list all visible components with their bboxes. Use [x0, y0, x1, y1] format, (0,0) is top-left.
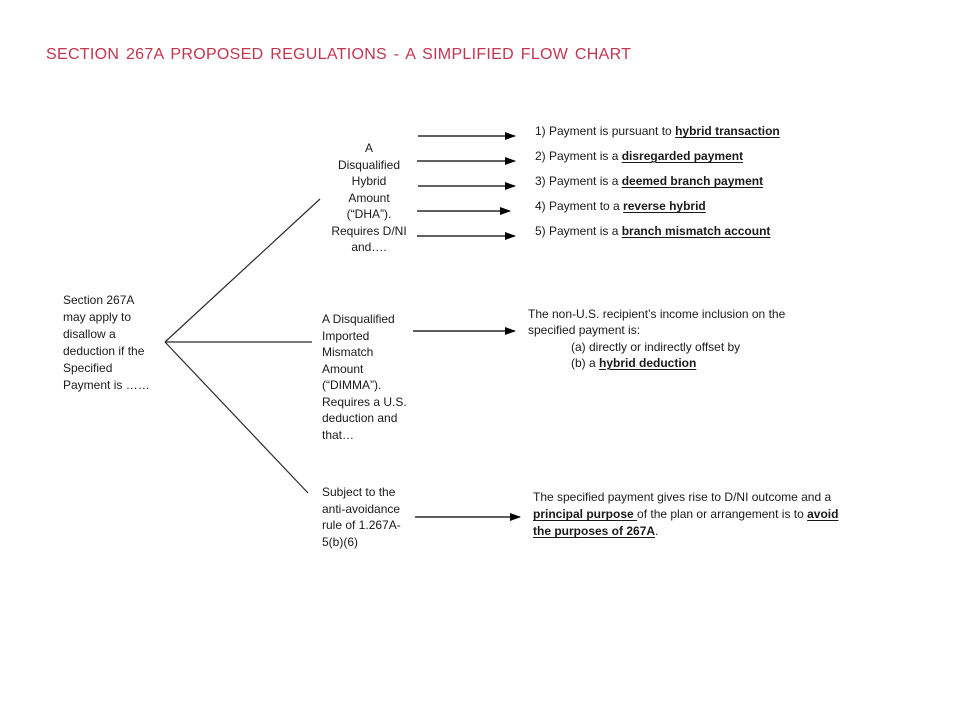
node-line: A — [364, 141, 373, 155]
node-line: deduction and — [322, 411, 398, 425]
dha-outcome-3 — [535, 174, 780, 199]
outcome-emphasis: avoid — [807, 507, 839, 521]
node-line: Amount — [348, 190, 390, 205]
node-line: (“DHA”). — [346, 207, 392, 221]
node-line: disallow a — [63, 327, 116, 341]
node-line: Requires a U.S. — [322, 394, 407, 409]
outcome-emphasis: principal purpose — [533, 507, 638, 521]
node-line: Disqualified — [337, 157, 401, 172]
dha-node — [325, 140, 413, 256]
node-line: Payment is …… — [63, 378, 150, 392]
outcome-text: of the plan or arrangement is to — [637, 507, 808, 521]
node-line: may apply to — [63, 310, 132, 324]
anti-avoidance-node — [322, 484, 401, 550]
outcome-emphasis: deemed branch payment — [621, 174, 764, 188]
node-line: Imported — [322, 328, 370, 343]
node-line: A Disqualified — [322, 312, 395, 326]
node-line: 5(b)(6) — [322, 534, 359, 549]
root-node — [63, 292, 150, 394]
outcome-emphasis: reverse hybrid — [623, 199, 706, 213]
outcome-line — [533, 523, 838, 540]
outcome-text: (b) a — [571, 355, 600, 370]
branch-line-anti-avoidance — [165, 342, 308, 493]
node-line: Requires D/NI — [331, 223, 407, 238]
outcome-item-a: (a) directly or indirectly offset by — [571, 339, 741, 354]
outcome-line — [533, 506, 838, 523]
dha-outcome-1 — [535, 124, 780, 149]
outcome-emphasis: hybrid transaction — [675, 124, 780, 138]
dha-outcome-2 — [535, 149, 780, 174]
node-line: Specified — [63, 361, 113, 375]
outcome-emphasis: hybrid deduction — [599, 355, 697, 370]
node-line: Hybrid — [351, 174, 387, 188]
outcome-emphasis: the purposes of 267A — [533, 524, 656, 538]
node-line: that… — [322, 427, 355, 442]
node-line: deduction if the — [63, 344, 145, 358]
outcome-text: 2) Payment is a — [535, 149, 622, 163]
outcome-text: 4) Payment to a — [535, 199, 624, 213]
dimma-node — [322, 311, 407, 443]
dha-outcomes — [535, 124, 780, 249]
outcome-text: . — [655, 524, 659, 538]
page-title: SECTION 267A PROPOSED REGULATIONS - A SIMPLIFIED FLOW CHART — [46, 46, 632, 63]
node-line: and…. — [351, 240, 387, 254]
node-line: Subject to the — [322, 485, 396, 499]
node-line: Amount — [322, 361, 364, 376]
node-line: (“DIMMA”). — [322, 378, 382, 392]
outcome-text: 5) Payment is a — [535, 224, 622, 238]
outcome-text: 3) Payment is a — [535, 174, 622, 188]
branch-line-dha — [165, 199, 320, 342]
node-line: anti-avoidance — [322, 501, 401, 516]
outcome-text: 1) Payment is pursuant to — [535, 124, 676, 138]
node-line: Mismatch — [322, 345, 374, 359]
outcome-text: The non-U.S. recipient’s income inclusion on the — [528, 307, 786, 321]
outcome-emphasis: disregarded payment — [621, 149, 744, 163]
outcome-text: The specified payment gives rise to D/NI outcome and a — [533, 490, 832, 504]
dha-outcome-5 — [535, 224, 780, 249]
dimma-outcome — [528, 306, 785, 371]
outcome-text: specified payment is: — [528, 323, 641, 338]
anti-avoidance-outcome — [533, 489, 838, 540]
dha-outcome-4 — [535, 199, 780, 224]
outcome-emphasis: branch mismatch account — [621, 224, 771, 238]
outcome-item-b — [528, 355, 785, 371]
node-line: rule of 1.267A- — [322, 518, 401, 532]
node-line: Section 267A — [63, 293, 135, 307]
